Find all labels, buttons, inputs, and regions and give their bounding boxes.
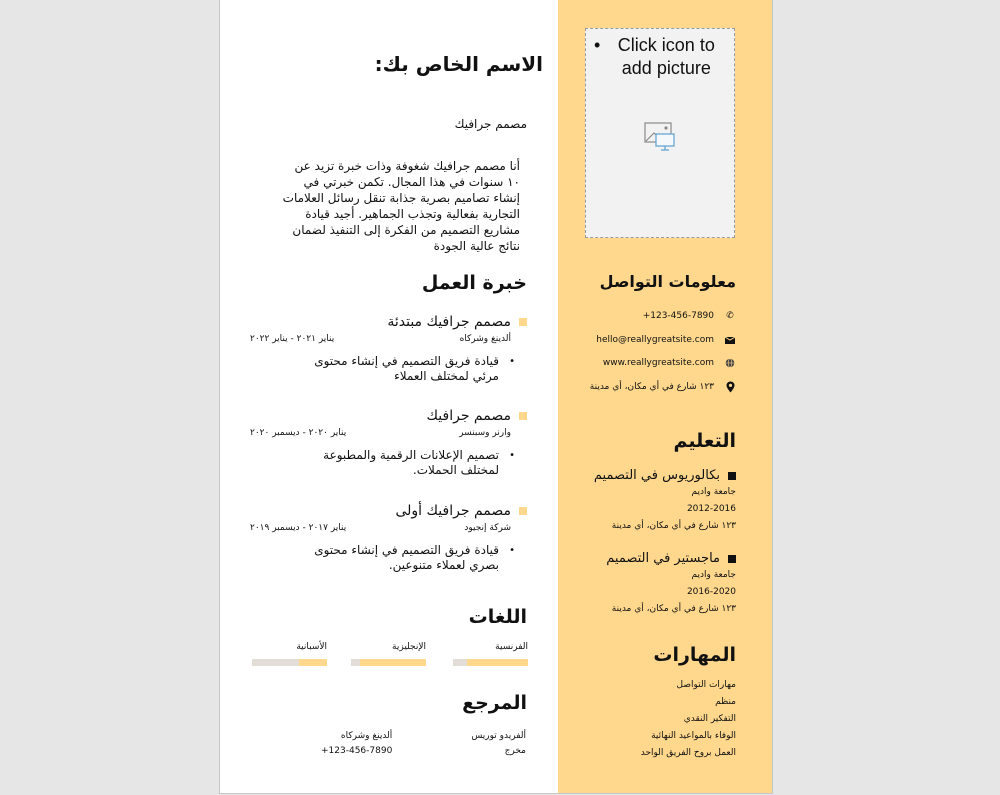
school-address: ١٢٣ شارع في أي مكان، أي مدينة xyxy=(611,521,736,531)
job-description: • قيادة فريق التصميم في إنشاء محتوى بصري لعملاء متنوعين. xyxy=(287,543,527,573)
school-address: ١٢٣ شارع في أي مكان، أي مدينة xyxy=(611,604,736,614)
email-address: hello@reallygreatsite.com xyxy=(596,335,714,345)
school-name: جامعة واديم xyxy=(691,570,736,580)
language-level-bar xyxy=(351,659,426,666)
language-item[interactable] xyxy=(252,642,327,666)
candidate-name[interactable]: الاسم الخاص بك: xyxy=(374,52,543,76)
job-entry[interactable] xyxy=(250,408,527,478)
reference-role: مخرج xyxy=(504,746,526,756)
education-years: 2012-2016 xyxy=(686,504,736,514)
work-experience-heading: خبرة العمل xyxy=(421,272,527,294)
languages-heading: اللغات xyxy=(468,606,527,628)
skill-item: منظم xyxy=(715,697,736,707)
job-dates: يناير ٢٠٢١ - يناير ٢٠٢٢ xyxy=(250,334,335,344)
job-company: وارنر وسبنسر xyxy=(459,428,511,438)
contact-phone[interactable] xyxy=(643,311,736,321)
language-item[interactable] xyxy=(453,642,528,666)
school-name: جامعة واديم xyxy=(691,487,736,497)
picture-placeholder-text: Click icon to add picture xyxy=(617,35,715,78)
job-company: ألدينغ وشركاه xyxy=(459,334,511,344)
reference-item[interactable] xyxy=(321,729,392,759)
globe-icon xyxy=(724,358,736,368)
job-dates: يناير ٢٠١٧ - ديسمبر ٢٠١٩ xyxy=(250,523,347,533)
picture-placeholder[interactable] xyxy=(585,28,735,238)
job-description: • تصميم الإعلانات الرقمية والمطبوعة لمختلف الحملات. xyxy=(287,448,527,478)
language-item[interactable] xyxy=(351,642,426,666)
job-entry[interactable] xyxy=(250,503,527,573)
language-level-bar xyxy=(252,659,327,666)
education-heading: التعليم xyxy=(673,430,736,452)
language-level-fill xyxy=(360,659,426,666)
language-level-fill xyxy=(299,659,328,666)
square-bullet-icon xyxy=(519,318,527,326)
square-bullet-icon xyxy=(728,472,736,480)
profile-summary[interactable]: أنا مصمم جرافيك شغوفة وذات خبرة تزيد عن ١٠ سنوات في هذا المجال. تكمن خبرتي في إنشاء تصاميم بصرية جذابة تنقل رسائل العلامات التجارية بفعالية وتجذب الجماهير. أجيد قيادة مشاريع التصميم من الفكرة إلى التنفيذ لضمان نتائج عالية الجودة xyxy=(282,159,520,253)
job-description: • قيادة فريق التصميم في إنشاء محتوى مرئي لمختلف العملاء xyxy=(287,354,527,384)
sidebar xyxy=(558,0,773,794)
contact-heading: معلومات التواصل xyxy=(599,272,736,291)
square-bullet-icon xyxy=(728,555,736,563)
job-dates: يناير ٢٠٢٠ - ديسمبر ٢٠٢٠ xyxy=(250,428,347,438)
language-level-fill xyxy=(467,659,529,666)
language-level-bar xyxy=(453,659,528,666)
reference-item[interactable] xyxy=(471,729,526,759)
language-label: الأسبانية xyxy=(296,642,327,652)
degree: ماجستير في التصميم xyxy=(606,551,720,566)
street-address: ١٢٣ شارع في أي مكان، أي مدينة xyxy=(589,382,714,392)
job-company: شركة إنجيود xyxy=(464,523,511,533)
skills-list[interactable] xyxy=(641,677,736,762)
location-pin-icon xyxy=(724,381,736,393)
job-position: مصمم جرافيك xyxy=(426,408,511,424)
references-heading: المرجع xyxy=(462,692,527,714)
square-bullet-icon xyxy=(519,507,527,515)
resume-page xyxy=(219,0,773,794)
phone-icon: ✆ xyxy=(726,311,734,321)
skill-item: الوفاء بالمواعيد النهائية xyxy=(651,731,736,741)
job-entry[interactable] xyxy=(250,314,527,384)
skills-heading: المهارات xyxy=(653,644,736,666)
contact-website[interactable] xyxy=(603,358,736,368)
reference-phone: +123-456-7890 xyxy=(321,746,393,756)
square-bullet-icon xyxy=(519,412,527,420)
reference-name: ألدينغ وشركاه xyxy=(340,731,393,741)
bullet: • xyxy=(594,35,601,55)
language-label: الفرنسية xyxy=(495,642,528,652)
skill-item: التفكير النقدي xyxy=(683,714,736,724)
phone-number: +123-456-7890 xyxy=(642,311,714,321)
job-position: مصمم جرافيك أولى xyxy=(395,503,511,519)
skill-item: العمل بروح الفريق الواحد xyxy=(640,748,736,758)
insert-picture-icon[interactable] xyxy=(644,122,676,156)
contact-address[interactable] xyxy=(590,381,736,393)
education-entry[interactable] xyxy=(566,551,736,617)
language-label: الإنجليزية xyxy=(392,642,426,652)
skill-item: مهارات التواصل xyxy=(676,680,736,690)
job-title[interactable]: مصمم جرافيك xyxy=(454,117,527,131)
contact-email[interactable] xyxy=(596,335,736,345)
education-years: 2016-2020 xyxy=(686,587,736,597)
education-entry[interactable] xyxy=(566,468,736,534)
reference-name: ألفريدو توريس xyxy=(471,731,526,741)
job-position: مصمم جرافيك مبتدئة xyxy=(387,314,511,330)
website-url: www.reallygreatsite.com xyxy=(602,358,714,368)
envelope-icon xyxy=(724,336,736,344)
degree: بكالوريوس في التصميم xyxy=(593,468,720,483)
